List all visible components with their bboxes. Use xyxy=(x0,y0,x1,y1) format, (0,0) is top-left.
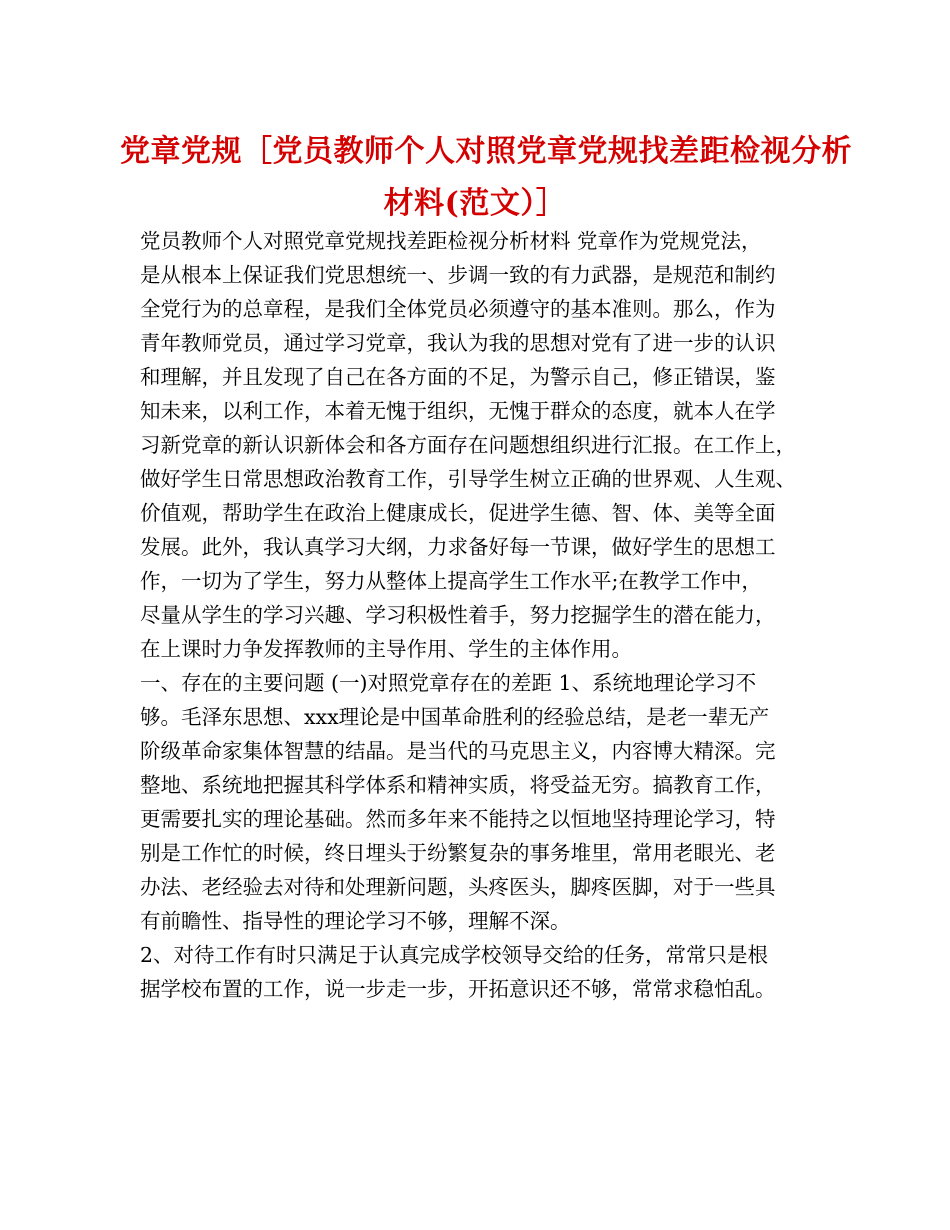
body-line: 一、存在的主要问题 (一)对照党章存在的差距 1、系统地理论学习不 xyxy=(140,671,757,695)
body-line: 知未来，以利工作，本着无愧于组织，无愧于群众的态度，就本人在学 xyxy=(140,399,776,423)
body-line: 全党行为的总章程，是我们全体党员必须遵守的基本准则。那么，作为 xyxy=(140,297,776,321)
body-line: 青年教师党员，通过学习党章，我认为我的思想对党有了进一步的认识 xyxy=(140,331,776,355)
body-line: 价值观，帮助学生在政治上健康成长，促进学生德、智、体、美等全面 xyxy=(140,501,776,525)
body-line: 办法、老经验去对待和处理新问题，头疼医头，脚疼医脚，对于一些具 xyxy=(140,875,776,899)
body-line: 党员教师个人对照党章党规找差距检视分析材料 党章作为党规党法， xyxy=(140,229,762,253)
body-line: 尽量从学生的学习兴趣、学习积极性着手，努力挖掘学生的潜在能力， xyxy=(140,603,776,627)
body-line: 据学校布置的工作，说一步走一步，开拓意识还不够，常常求稳怕乱。 xyxy=(140,977,776,1001)
body-line: 做好学生日常思想政治教育工作，引导学生树立正确的世界观、人生观、 xyxy=(140,467,796,491)
title-line: 材料(范文）］ xyxy=(383,186,567,221)
body-line: 习新党章的新认识新体会和各方面存在问题想组织进行汇报。在工作上， xyxy=(140,433,796,457)
body-line: 2、对待工作有时只满足于认真完成学校领导交给的任务，常常只是根 xyxy=(140,943,769,967)
body-line: 够。毛泽东思想、xxx理论是中国革命胜利的经验总结，是老一辈无产 xyxy=(140,705,770,729)
body-line: 有前瞻性、指导性的理论学习不够，理解不深。 xyxy=(140,909,571,933)
body-line: 别是工作忙的时候，终日埋头于纷繁复杂的事务堆里，常用老眼光、老 xyxy=(140,841,776,865)
body-line: 整地、系统地把握其科学体系和精神实质，将受益无穷。搞教育工作， xyxy=(140,773,776,797)
document-body xyxy=(140,224,830,1006)
body-line: 和理解，并且发现了自己在各方面的不足，为警示自己，修正错误，鉴 xyxy=(140,365,776,389)
document-title xyxy=(120,126,852,230)
body-line: 在上课时力争发挥教师的主导作用、学生的主体作用。 xyxy=(140,637,632,661)
body-line: 作，一切为了学生，努力从整体上提高学生工作水平;在教学工作中， xyxy=(140,569,762,593)
title-line: 党章党规［党员教师个人对照党章党规找差距检视分析 xyxy=(120,134,852,169)
body-line: 是从根本上保证我们党思想统一、步调一致的有力武器，是规范和制约 xyxy=(140,263,776,287)
body-line: 阶级革命家集体智慧的结晶。是当代的马克思主义，内容博大精深。完 xyxy=(140,739,776,763)
body-line: 发展。此外，我认真学习大纲，力求备好每一节课，做好学生的思想工 xyxy=(140,535,776,559)
body-line: 更需要扎实的理论基础。然而多年来不能持之以恒地坚持理论学习，特 xyxy=(140,807,776,831)
